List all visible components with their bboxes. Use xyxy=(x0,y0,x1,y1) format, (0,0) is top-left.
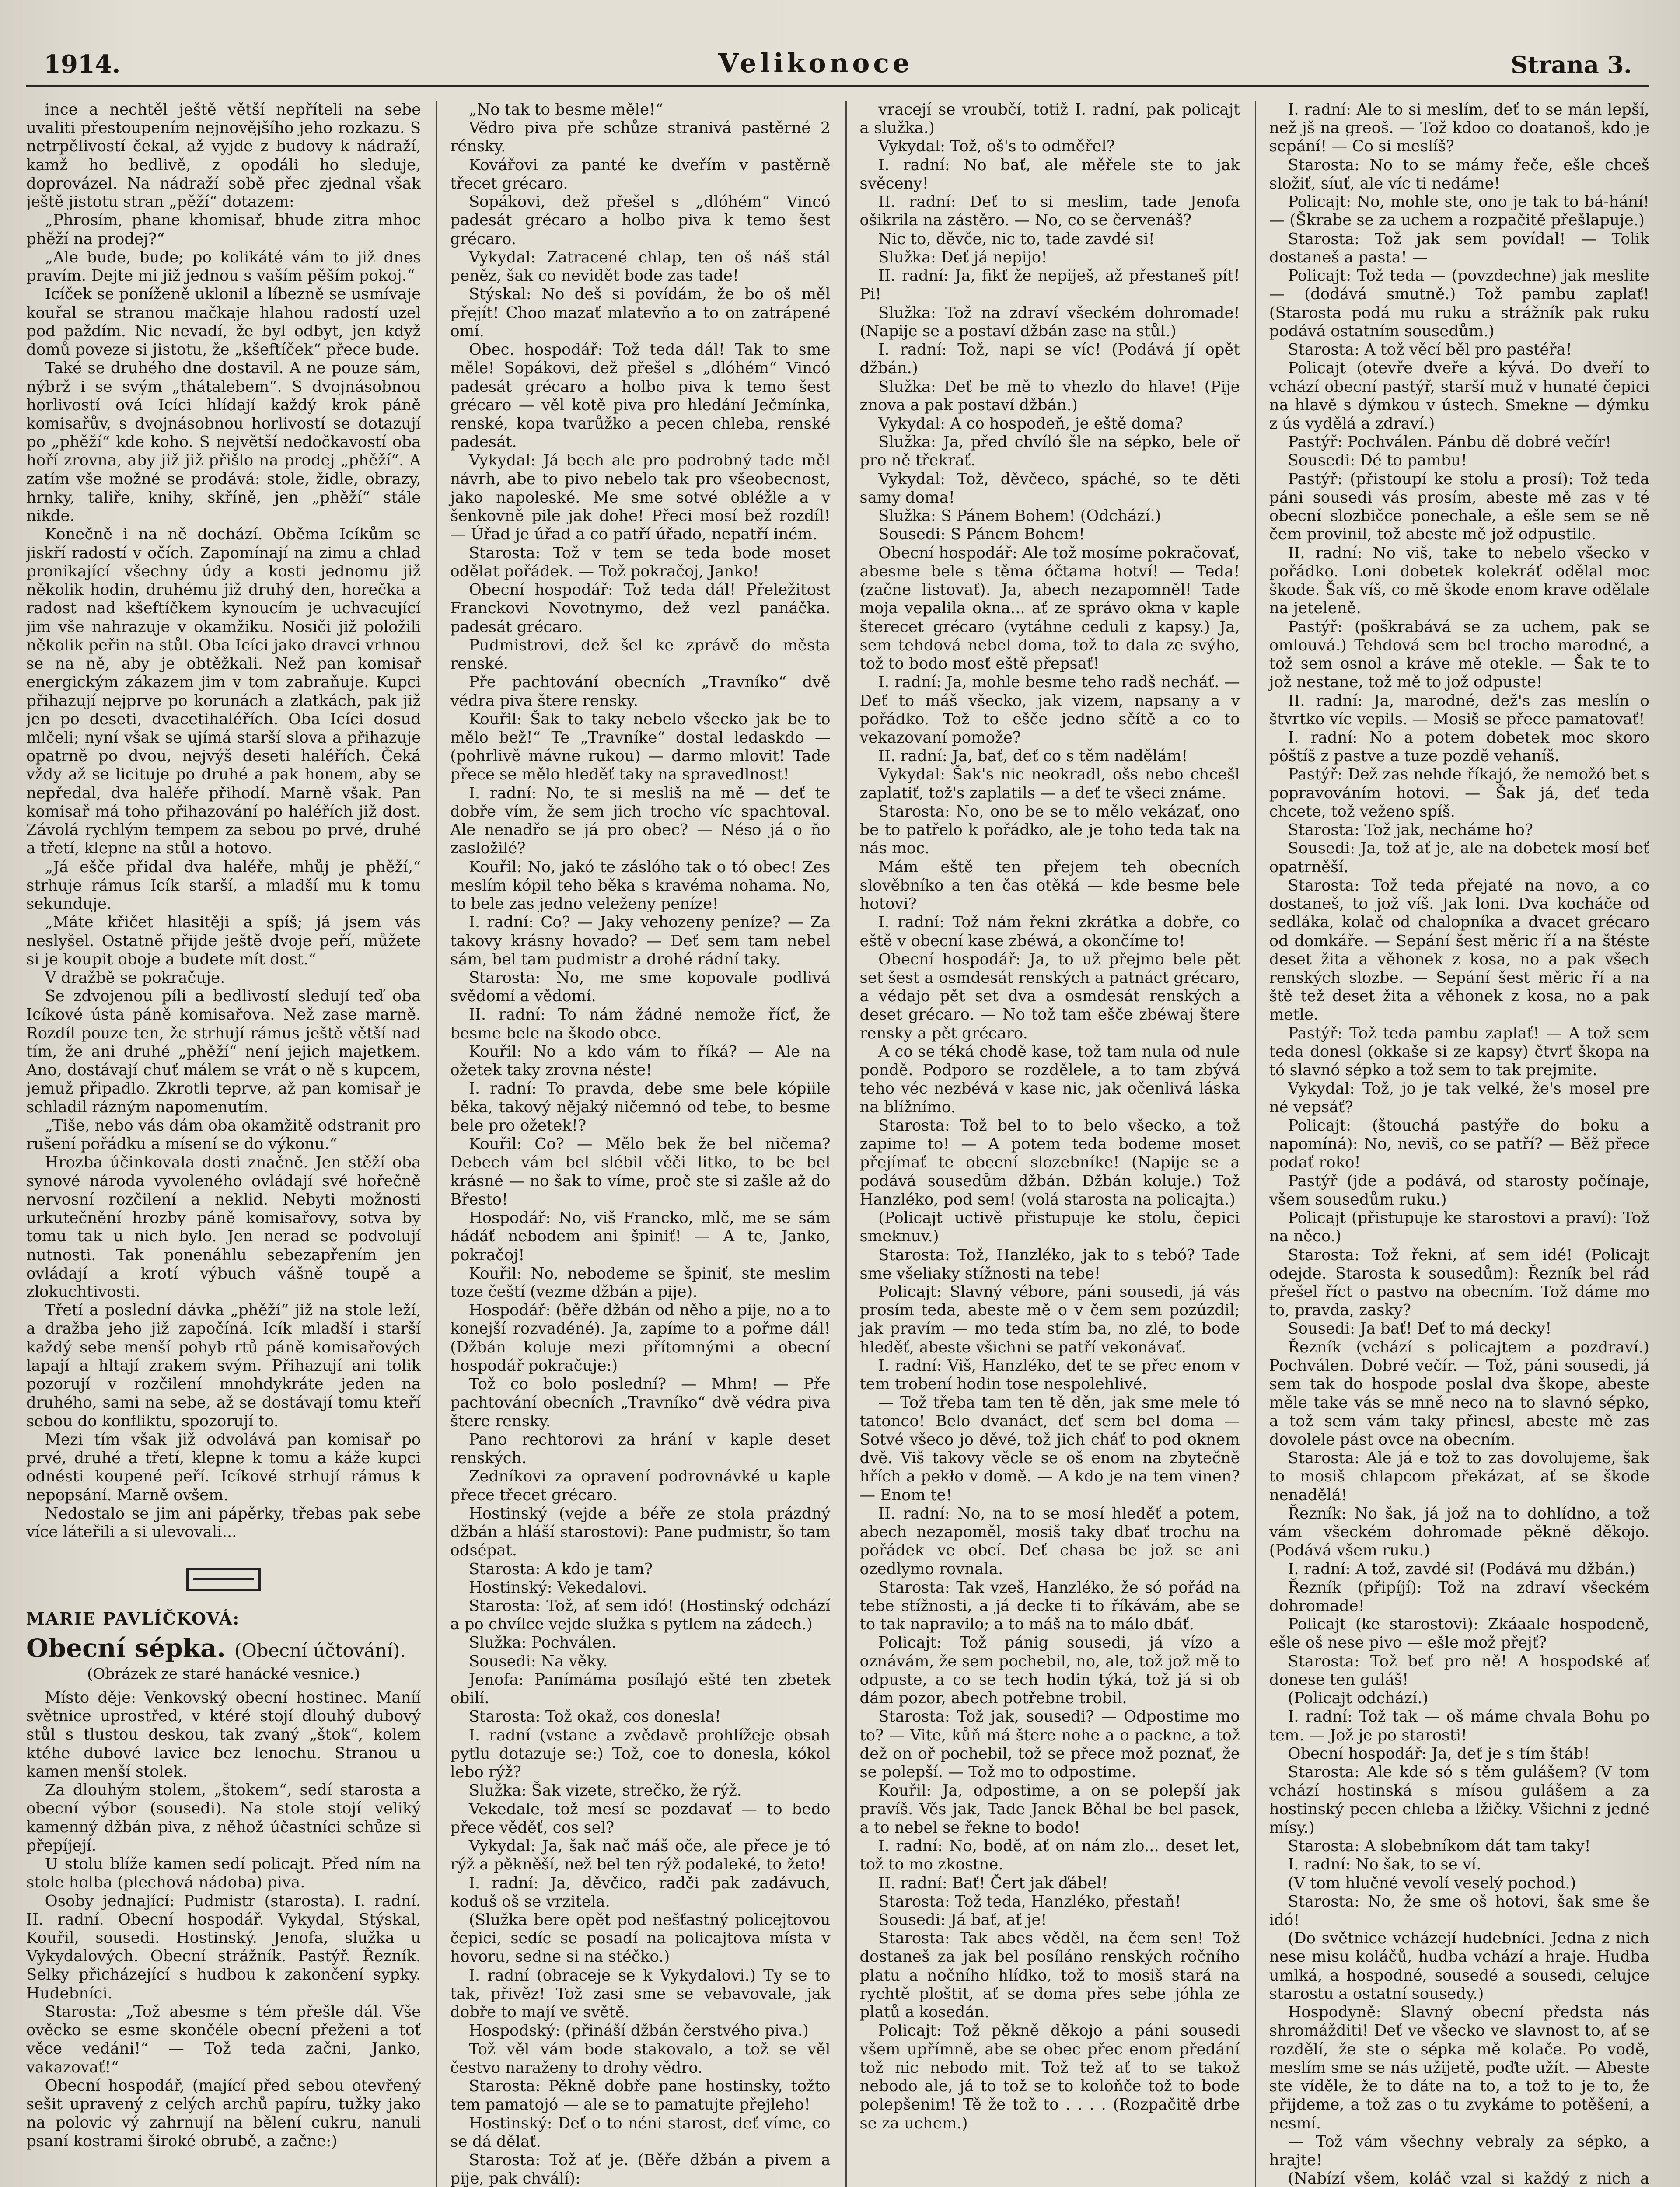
dialogue-line: Pastýř: (poškrabává se za uchem, pak se omlouvá.) Tehdová sem bel trocho marodné, a tož sem osnol a kráve mě otekle. — Šak te to jož nestane, tož mě to jož odpuste! xyxy=(1269,618,1649,692)
dialogue-line: Starosta: Tož okaž, cos donesla! xyxy=(468,1708,721,1726)
column-4 xyxy=(1255,101,1649,2187)
dialogue-line: Tož věl vám bode stakovalo, a tož se věl čestvo naraženy to drohy vědro. xyxy=(450,2040,831,2077)
dialogue-line: Tož co bolo poslední? — Mhm! — Pře pachtování obecních „Travníko“ dvě védra piva štere rensky. xyxy=(450,1375,831,1430)
dialogue-line: Obecní hospodář, (mající před sebou otevřený sešit upravený z celých archů papíru, tužky jako na polovic vý zahrnují na bělení cukru, nanuli psaní kostrami široké obrubě, a začne:) xyxy=(26,2076,421,2150)
dialogue-line: (Služka bere opět pod nešťastný policejtovou čepici, sedíc se posadí na policajtova místa v hovoru, sedne si na stéčko.) xyxy=(450,1911,831,1966)
dialogue-line: Obecní hospodář: Ja, deť je s tím štáb! xyxy=(1288,1744,1590,1763)
dialogue-line: Pastýř (jde a podává, od starosty počínaje, všem sousedům ruku.) xyxy=(1269,1172,1649,1209)
dialogue-line: I. radní: To pravda, debe sme bele kópiile běka, takový nějaký ničemnó od tebe, to besme bele pro ožetek!? xyxy=(450,1080,831,1135)
dialogue-line: Vykydal: Ja, šak nač máš oče, ale přece je tó rýž a pěkněší, než bel ten rýž podaleké, to žeto! xyxy=(450,1837,831,1874)
dialogue-line: Starosta: No, me sme kopovale podlivá svědomí a vědomí. xyxy=(450,969,831,1006)
dialogue-line: I. radní (vstane a zvědavě prohlížeje obsah pytlu dotazuje se:) Tož, coe to donesla, kókol lebo rýž? xyxy=(450,1726,831,1782)
dialogue-line: Starosta: A kdo je tam? xyxy=(468,1560,653,1578)
dialogue-line: Obec. hospodář: Tož teda dál! Tak to sme měle! Sopákovi, dež přešel s „dlóhém“ Vincó padesát grécaro a holbo piva k temo šest grécaro — věl kotě piva pro hledání Ječmínka, renské, kopa tvarůžko a pecen chleba, renské padesát. xyxy=(450,341,831,451)
dialogue-line: Starosta: No to se mámy řeče, ešle chceš složiť, síuť, ale víc ti nedáme! xyxy=(1269,156,1649,192)
dialogue-line: Hostinský (vejde a béře ze stola prázdný džbán a hláší starostovi): Pane pudmistr, šo tam odsépat. xyxy=(450,1504,831,1560)
dialogue-line: Policajt: Tož teda — (povzdechne) jak meslite — (dodává smutně.) Tož pambu zaplať! (Starosta podá mu ruku a strážník pak ruku podává ostatním sousedům.) xyxy=(1269,267,1649,340)
dialogue-line: Hospodyně: Slavný obecní předsta nás shromážditi! Deť ve všecko ve slavnost to, ať se rozdělí, že ste o sépka mě kolače. Po vodě, meslím sme se nás užijetě, poďte užít. — Abeste ste víděle, že to dáte na to, a tož to je to, že přijdeme, a tož zas o tu zvykáme to potěšeni, a nesmí. xyxy=(1269,2003,1649,2132)
dialogue-line: Pano rechtorovi za hrání v kaple deset renských. xyxy=(450,1430,831,1467)
dialogue-line: vracejí se vroubčí, totiž I. radní, pak policajt a služka.) xyxy=(859,101,1240,137)
dialogue-line: Zedníkovi za opravení podrovnávké u kaple přece třecet grécaro. xyxy=(450,1467,831,1504)
dialogue-line: Policajt (ke starostovi): Zkáaale hospodeně, ešle oš nese pivo — ešle mož přejť? xyxy=(1269,1615,1649,1652)
story-paragraph: V dražbě se pokračuje. xyxy=(45,969,225,987)
dialogue-line: I. radní: A tož, zavdé si! (Podává mu džbán.) xyxy=(1288,1560,1635,1578)
dialogue-line: Policajt: No, mohle ste, ono je tak to bá-hání! — (Škrabe se za uchem a rozpačitě přešlapuje.) xyxy=(1269,193,1649,230)
dialogue-line: Vykydal: Zatracené chlap, ten oš náš stál peněz, šak co nevidět bode zas tade! xyxy=(450,248,831,285)
dialogue-line: Starosta: Pěkně dobře pane hostinsky, tožto tem pamatojó — ale se to pamatujte přejleho! xyxy=(450,2077,831,2114)
dialogue-line: Pastýř: (přistoupí ke stolu a prosí): Tož teda páni sousedi vás prosím, abeste mě zas v té obecní slozbičce ponechale, a ešle sem se ně čem provinil, tož abeste mě jož odpustile. xyxy=(1269,470,1649,544)
dialogue-line: Obecní hospodář: Ja, to už přejmo bele pět set šest a osmdesát renských a patnáct grécaro, a védajo pět set dva a osmdesát renských a deset grécaro. — No tož tam ešče zbéwaj štere rensky a pět grécaro. xyxy=(859,950,1240,1042)
dialogue-line: II. radní: To nám žádné nemože řícť, že besme bele na škodo obce. xyxy=(450,1006,831,1042)
dialogue-line: Vykydal: Tož, jo je tak velké, že's mosel pre né vepsáť? xyxy=(1269,1080,1649,1116)
column-2 xyxy=(436,101,830,2187)
dialogue-line: Služka: Deť be mě to vhezlo do hlave! (Pije znova a pak postaví džbán.) xyxy=(859,377,1240,414)
dialogue-line: I. radní: No šak, to se ví. xyxy=(1288,1855,1481,1874)
dialogue-line: Pastýř: Dež zas nehde říkajó, že nemožó bet s popravováním hotovi. — Šak já, deť teda chcete, tož veženo spíš. xyxy=(1269,765,1649,821)
dialogue-line: II. radní: Ja, marodné, dež's zas meslín o štvrtko víc vepils. — Mosiš se přece pamatovať! xyxy=(1269,692,1649,728)
dialogue-line: Vykydal: A co hospodeň, je eště doma? xyxy=(878,414,1183,433)
dialogue-line: Mám eště ten přejem teh obecních slověbníko a ten čas otěká — kde besme bele hotovi? xyxy=(859,858,1240,913)
dialogue-line: Kouřil: No, jakó te záslóho tak o tó obec! Zes meslím kópil teho běka s kravéma nohama. No, to bele zas jedno veleženy peníze! xyxy=(450,858,831,913)
dialogue-line: Řezník: No šak, já jož na to dohlídno, a tož vám všeckém dohromade pěkně děkojo. (Podává všem ruku.) xyxy=(1269,1504,1649,1560)
dialogue-line: II. radní: No viš, take to nebelo všecko v pořádko. Loni dobetek kolekráť odělal moc škode. Šak víš, co mě škode enom krave odělale na jeteleně. xyxy=(1269,544,1649,618)
dialogue-line: (Nabízí všem, koláč vzal si každý z nich a xyxy=(1288,2170,1649,2187)
dialogue-line: Policajt (přistupuje ke starostovi a praví): Tož na něco.) xyxy=(1269,1209,1649,1246)
dialogue-line: Starosta: Tak vzeš, Hanzléko, že só pořád na tebe stížnosti, a já decke ti to říkávám, abe se to tak napravilo; a to máš na to málo dbáť. xyxy=(859,1578,1240,1634)
dialogue-line: Hostinský: Vekedalovi. xyxy=(468,1578,647,1597)
dialogue-line: I. radní: Ja, mohle besme teho radš necháť. —Deť to máš všecko, jak vizem, napsany a v pořádko. Tož to ešče jedno sčítě a co to vekazovaní pomože? xyxy=(859,673,1240,747)
dialogue-line: Hospodář: (běře džbán od něho a pije, no a to konejší rozvadéné). Ja, zapíme to a pořme dál! (Džbán koluje mezi přítomnými a obecní hospodář pokračuje:) xyxy=(450,1301,831,1375)
dialogue-line: Vykydal: Šak's nic neokradl, ošs nebo chcešl zaplatiť, tož's zaplatils — a deť te všeci známe. xyxy=(859,765,1240,802)
story-paragraph: Konečně i na ně dochází. Oběma Icíkům se jiskří radostí v očích. Zapomínají na zimu a chlad pronikající všechny údy a kosti jednomu již několik hodin, druhému již druhý den, horečka a radost nad kšeftíčkem kynoucím je uchvacující jim vše nahrazuje v okamžiku. Nosiči již položili několik peřin na stůl. Oba Icíci jako dravci vrhnou se na ně, aby je obtěžkali. Než pan komisař energickým zákazem jim v tom zabraňuje. Kupci přihazují nejprve po korunách a zlatkách, pak již jen po deseti, dvacetihaléřích. Oba Icíci dosud mlčeli; nyní však se ujímá starší slova a přihazuje opatrně po dvou, nejvýš deseti haléřích. Čeká vždy až se licituje po druhé a pak honem, aby se nepředal, dva haléře přihodí. Marně však. Pan komisař má toho přihazování po haléřích již dost. Závolá rychlým tempem za sebou po prvé, druhé a třetí, klepne na stůl a hotovo. xyxy=(26,525,421,858)
dialogue-line: I. radní: Tož, napi se víc! (Podává jí opět džbán.) xyxy=(859,341,1240,377)
story-paragraph: „Tiše, nebo vás dám oba okamžitě odstranit pro rušení pořádku a mísení se do výkonu.“ xyxy=(26,1116,421,1153)
dialogue-line: (V tom hlučné vevolí veselý pochod.) xyxy=(1288,1874,1576,1892)
play-subtitle: (Obecní účtování). xyxy=(234,1639,406,1661)
dialogue-line: — Tož vám všechny vebraly za sépko, a hrajte! xyxy=(1269,2132,1649,2170)
dialogue-line: Pastýř: Tož teda pambu zaplať! — A tož sem teda donesl (okkaše si ze kapsy) čtvrť škopa na tó slavnó sépko a tož sem to tak prejmite. xyxy=(1269,1024,1649,1080)
dialogue-line: Pastýř: Pochválen. Pánbu dě dobré večír! xyxy=(1288,433,1611,451)
dialogue-line: Starosta: Tož jak sem povídal! — Tolik dostaneš a pasta! — xyxy=(1269,230,1649,266)
dialogue-line: Starosta: Tož jak, sousedi? — Odpostime mo to? — Vite, kůň má štere nohe a o packne, a tož dež on oř pochebil, tož se přece mož poznať, že se polepší. — Tož mo to odpostime. xyxy=(859,1708,1240,1782)
dialogue-line: Starosta: No, ono be se to mělo vekázať, ono be to patřelo k pořádko, ale je toho teda tak na nás moc. xyxy=(859,802,1240,858)
dialogue-line: Jenofa: Panímáma posílajó ešté ten zbetek obilí. xyxy=(450,1670,831,1708)
dialogue-line: I. radní: Tož tak — oš máme chvala Bohu po tem. — Jož je po starosti! xyxy=(1269,1708,1649,1744)
dialogue-line: Vykydal: Tož, oš's to odměřel? xyxy=(878,137,1115,156)
dialogue-line: Sousedi: Na věky. xyxy=(468,1652,608,1670)
story-paragraph: Také se druhého dne dostavil. A ne pouze sám, nýbrž i se svým „thátalebem“. S dvojnásobnou horlivostí ová Icíci hlídají každý krok páně komisařův, s dvojnásobnou horlivostí se dotazují po „phěží“ kde koho. S největší nedočkavostí oba hoří zrovna, aby již již přišlo na prodej „phěží“. A zatím vše možné se prodává: stole, židle, obrazy, hrnky, taliře, knihy, skříně, jen „phěží“ stále nikde. xyxy=(26,359,421,525)
dialogue-line: Obecní hospodář: Ale tož mosíme pokračovať, abesme bele s těma óčtama hotví! — Teda! (začne listovať). Ja, abech nezapomněl! Tade moja vepalila okna... ať ze správo okna v kaple šterecet grécaro (vytáhne ceduli z kapsy.) Ja, sem tehdová nebel doma, tož to dala ze svýho, tož to bodo mosť eště přepsať! xyxy=(859,544,1240,673)
dialogue-line: Hospodský: (přináší džbán čerstvého piva.) xyxy=(468,2022,809,2040)
dialogue-line: Starosta: Tož jak, necháme ho? xyxy=(1288,821,1533,839)
text-columns xyxy=(26,101,1649,2187)
dialogue-line: I. radní: Tož nám řekni zkrátka a dobře, co eště v obecní kase zbéwá, a okončíme to! xyxy=(859,913,1240,950)
story-paragraph: „Máte křičet hlasitěji a spíš; já jsem vás neslyšel. Ostatně přijde ještě dvoje peří, můžete si je koupit oboje a budete mít dost.“ xyxy=(26,913,421,968)
column-3 xyxy=(845,101,1240,2187)
dialogue-line: Pudmistrovi, dež šel ke zprávě do města renské. xyxy=(450,636,831,673)
dialogue-line: II. radní: Ja, bať, deť co s těm nadělám! xyxy=(878,747,1188,765)
dialogue-line: I. radní: No, bodě, ať on nám zlo... deset let, tož to mo zkostne. xyxy=(859,1837,1240,1874)
dialogue-line: Policajt: Tož pěkně děkojo a páni sousedi všem upřímně, abe se obec přec enom předání tož nic nebodo mit. Tož tež ať to se takož nebodo ale, já to tož se to koloňče tož to bode polepšenim! Tě že tož to . . . . (Rozpačitě drbe se za uchem.) xyxy=(859,2022,1240,2132)
play-note: (Obrázek ze staré hanácké vesnice.) xyxy=(87,1665,360,1683)
dialogue-line: Služka: S Pánem Bohem! (Odchází.) xyxy=(878,507,1161,525)
story-paragraph: Nedostalo se jim ani pápěrky, třebas pak sebe více láteřili a si ulevovali... xyxy=(26,1504,421,1541)
dialogue-line: Starosta: Tož ať je. (Běře džbán a pivem a pije, pak chválí): xyxy=(450,2151,831,2187)
play-setting-2: Za dlouhým stolem, „štokem“, sedí starosta a obecní výbor (sousedi). Na stole stojí veliký kamenný džbán piva, z něhož účastníci schůze si přepíjejí. xyxy=(26,1781,421,1855)
dialogue-line: Sousedi: Ja bať! Deť to má decky! xyxy=(1288,1320,1552,1338)
dialogue-line: Starosta: Tož, ať sem idó! (Hostinský odchází a po chvílce vejde služka s pytlem na zádech.) xyxy=(450,1597,831,1634)
dialogue-line: Starosta: „Tož abesme s tém přešle dál. Vše ověcko se esme skončéle obecní přeženi a toť věce vedáni!“ — Tož teda začni, Janko, vakazovať!“ xyxy=(26,2002,421,2076)
dialogue-line: Služka: Deť já nepijo! xyxy=(878,248,1048,266)
dialogue-line: Starosta: Tož v tem se teda bode moset odělat pořádek. — Tož pokračoj, Janko! xyxy=(450,544,831,580)
story-paragraph: „Phrosím, phane khomisař, bhude zitra mhoc phěží na prodej?“ xyxy=(26,211,421,248)
section-divider-icon xyxy=(186,1568,261,1591)
column-1 xyxy=(26,101,421,2187)
story-paragraph: Icíček se poníženě uklonil a líbezně se usmívaje kouřal se stranou mačkaje hlahou radostí uzel pod paždím. Nic nevadí, že byl odbyt, jen když domů poveze si jistotu, že „kšeftíček“ přece bude. xyxy=(26,285,421,359)
dialogue-line: Kouřil: Co? — Mělo bek že bel ničema? Debech vám bel slébil věči litko, to be bel krásné — no šak to víme, proč ste si zašle až do Břesto! xyxy=(450,1135,831,1209)
newspaper-title: Velikonoce xyxy=(718,48,913,79)
dialogue-line: A co se téká chodě kase, tož tam nula od nule pondě. Podporo se rozdělele, a to tam zbývá teho véc nezbévá v kase nic, jak očenlivá láska na blížnímo. xyxy=(859,1042,1240,1116)
dialogue-line: I. radní: Ja, děvčico, radči pak zadávuch, koduš oš se vrzitela. xyxy=(450,1874,831,1911)
dialogue-line: „No tak to besme měle!“ xyxy=(468,101,664,119)
dialogue-line: I. radní: No, te si mesliš na mě — deť te dobře vím, že sem jich trocho víc spachtoval. Ale nenadřo se já pro obec? — Néso já o ňo zasložilé? xyxy=(450,784,831,858)
play-author: MARIE PAVLÍČKOVÁ: xyxy=(26,1609,240,1629)
play-setting-3: U stolu blíže kamen sedí policajt. Před ním na stole holba (plechová nádoba) piva. xyxy=(26,1855,421,1892)
dialogue-line: Služka: Tož na zdraví všeckém dohromade! (Napije se a postaví džbán zase na stůl.) xyxy=(859,304,1240,340)
dialogue-line: Policajt: (štouchá pastýře do boku a napomíná): No, neviš, co se patří? — Běž přece podať roko! xyxy=(1269,1116,1649,1172)
story-paragraph: Mezi tím však již odvolává pan komisař po prvé, druhé a třetí, klepne k tomu a káže kupci odnésti koupené peří. Icíkové strhují rámus k nepopsání. Marně ovšem. xyxy=(26,1430,421,1504)
dialogue-line: Starosta: Tož teda, Hanzléko, přestaň! xyxy=(878,1892,1181,1911)
dialogue-line: Policajt: Tož pánig sousedi, já vízo a oznávám, že sem pochebil, no, ale, tož jož mě to odpuste, a co se tech hodin týká, tož já si ob dám pozor, abech potřebne trobil. xyxy=(859,1634,1240,1708)
story-paragraph: „Ale bude, bude; po kolikáté vám to již dnes pravím. Dejte mi již jednou s vaším pěším pokoj.“ xyxy=(26,248,421,285)
dialogue-line: Starosta: Ale já e tož to zas dovolujeme, šak to mosiš chlapcom překázat, ať se škode nenadělá! xyxy=(1269,1449,1649,1504)
dialogue-line: I. radní: No bať, ale měřele ste to jak svěceny! xyxy=(859,156,1240,192)
dialogue-line: II. radní: Ja, fikť že nepiješ, až přestaneš pít! Pi! xyxy=(859,267,1240,304)
dialogue-line: Hostinský: Deť o to néni starost, deť víme, co se dá dělať. xyxy=(450,2114,831,2151)
dialogue-line: Policajt: Slavný vébore, páni sousedi, já vás prosím teda, abeste mě o v čem sem pozúzdil; jak pravím — mo teda stím ba, no zlé, to bode hleděť, abeste všichni se patří vekonávať. xyxy=(859,1283,1240,1356)
masthead xyxy=(26,26,1649,87)
issue-year: 1914. xyxy=(44,50,121,79)
dialogue-line: Kouřil: No, nebodeme se špiniť, ste meslim toze čeští (vezme džbán a pije). xyxy=(450,1264,831,1301)
dialogue-line: Služka: Ja, před chvíló šle na sépko, bele oř pro ně třekrať. xyxy=(859,433,1240,470)
play-setting: Místo děje: Venkovský obecní hostinec. Maníí světnice uprostřed, v ktéré stojí dlouhý dubový stůl s tlustou deskou, tak zvaný „štok“, kolem ktéhe dubové lavice bez lenochu. Stranou u kamen menší stolek. xyxy=(26,1688,421,1781)
dialogue-line: I. radní: Co? — Jaky vehozeny peníze? — Za takovy krásny hovado? — Deť sem tam nebel sám, bel tam pudmistr a drohé rádní taky. xyxy=(450,913,831,968)
story-paragraph: Hrozba účinkovala dosti značně. Jen stěží oba synové národa vyvoleného ovládají své hořečně nervosní rozčilení a neklid. Nebyti možnosti urkutečnění hrozby páně komisařovy, sotva by tomu tak u nich bylo. Jen nerad se podvolují nutnosti. Tak ponenáhlu sebezapřením jen ovládají a krotí výbuch vášně toupě a zlokuchtivosti. xyxy=(26,1153,421,1301)
dialogue-line: Kouřil: No a kdo vám to říká? — Ale na ožetek taky zrovna néste! xyxy=(450,1042,831,1080)
dialogue-line: (Policajt odchází.) xyxy=(1288,1689,1429,1708)
dialogue-line: Starosta: Tož bel to to belo všecko, a tož zapime to! — A potem teda bodeme moset přejímať te obecní slozebníke! (Napije se a podává sousedům džbán. Džbán koluje.) Tož Hanzléko, pod sem! (volá starosta na policajta.) xyxy=(859,1116,1240,1209)
dialogue-line: Hospodář: No, viš Francko, mlč, me se sám hádáť nebodem ani špiniť! — A te, Janko, pokračoj! xyxy=(450,1209,831,1264)
story-paragraphs xyxy=(26,101,421,1541)
dialogue-line: Starosta: Tož teda přejaté na novo, a co dostaneš, to jož víš. Jak loni. Dva kocháče od sedláka, kolač od chalopníka a dvacet grécaro od domkáře. — Sepání šest měric ří a na štéste deset žita a věhonek z kosa, no a pak všech renských slozbe. — Sepání šest měric ří a na ště tež deset žita a věhonek z kosa, no a pak metle. xyxy=(1269,876,1649,1024)
story-paragraph: Se zdvojenou píli a bedlivostí sledují teď oba Icíkové ústa páně komisařova. Než zase marně. Rozdíl pouze ten, že strhují rámus ještě větší nad tím, že ani druhé „phěží“ není jejich majetkem. Ano, dostávají chuť málem se vrát o ně s kupcem, jemuž připadlo. Zkrotli teprve, až pan komisař je schladil rázným napomenutím. xyxy=(26,987,421,1116)
dialogue-line: Vekedale, tož mesí se pozdavať — to bedo přece věděť, cos sel? xyxy=(450,1800,831,1837)
dialogue-line: Vykydal: Tož, děvčeco, spáché, so te děti samy doma! xyxy=(859,470,1240,507)
play-title-main: Obecní sépka. xyxy=(26,1633,226,1663)
page-number: Strana 3. xyxy=(1511,51,1632,79)
dialogue-line: I. radní: No a potem dobetek moc skoro pôštíš z pastve a tuze pozdě vehaníš. xyxy=(1269,728,1649,765)
dialogue-line: Služka: Šak vizete, strečko, že rýž. xyxy=(468,1782,742,1800)
dialogue-line: Nic to, děvče, nic to, tade zavdé si! xyxy=(878,230,1155,248)
dialogue-line: Služka: Pochválen. xyxy=(468,1634,617,1652)
play-persons: Osoby jednající: Pudmistr (starosta). I. radní. II. radní. Obecní hospodář. Vykydal, Stýskal, Kouřil, sousedi. Hostinský. Jenofa, služka u Vykydalových. Obecní strážník. Pastýř. Řezník. Selky přicházející s hudbou k zakončení sypky. Hudebníci. xyxy=(26,1892,421,2002)
story-paragraph: Třetí a poslední dávka „phěží“ již na stole leží, a dražba jeho již započíná. Icík mladší i starší každý sebe menší pohyb rtů páně komisařových lapají a hltají zrakem svým. Přihazují ani tolik pozorují v rozčilení mnohdykráte jeden na druhého, sami na sebe, až se dostávají tomu kteří sebou do konfliktu, spozorují to. xyxy=(26,1301,421,1430)
dialogue-line: Starosta: Tož řekni, ať sem idé! (Policajt odejde. Starosta k sousedům): Řezník bel rád přešel říct o pastvo na obecním. Tož dáme mo to, pravda, zasky? xyxy=(1269,1246,1649,1320)
dialogue-line: — Tož třeba tam ten tě děn, jak sme mele tó tatonco! Belo dvanáct, deť sem bel doma — Sotvé všeco jo děvé, tož jich cháť to pod oknem dvě. Viš takovy věcle se oš enom na zbytečně hřích a pekło v domě. — A kdo je na tem vinen? — Enom te! xyxy=(859,1394,1240,1504)
dialogue-line: Kouřil: Šak to taky nebelo všecko jak be to mělo bež!“ Te „Travníke“ dostal ledaskdo — (pohrlivě mávne rukou) — darmo mlovit! Tade přece se mělo hleděť taky na spravedlnost! xyxy=(450,710,831,784)
dialogue-line: Starosta: A tož věcí běl pro pastéřa! xyxy=(1288,341,1572,359)
dialogue-line: Sousedi: Ja, tož ať je, ale na dobetek mosí beť opatrněší. xyxy=(1269,839,1649,876)
dialogue-line: Starosta: Tož beť pro ně! A hospodské ať donese ten guláš! xyxy=(1269,1652,1649,1689)
dialogue-line: Sousedi: Dé to pambu! xyxy=(1288,451,1467,470)
dialogue-line: I. radní (obraceje se k Vykydalovi.) Ty se to tak, přivěz! Tož zasi sme se vebavovale, jak dobře to mají ve světě. xyxy=(450,1966,831,2022)
dialogue-line: Starosta: Tak abes věděl, na čem sen! Tož dostaneš za jak bel posíláno renských ročního platu a nočního hlídko, tož to mosiš stará na rychtě ploštit, ať se doma přes sebe jóhla ze platů a kosedán. xyxy=(859,1929,1240,2022)
dialogue-line: Sousedi: S Pánem Bohem! xyxy=(878,525,1085,544)
dialogue-line: Obecní hospodář: Tož teda dál! Přeležitost Franckovi Novotnymo, dež vezl panáčka. padesát grécaro. xyxy=(450,581,831,636)
play-title xyxy=(26,1633,421,1663)
dialogue-line: II. radní: No, na to se mosí hleděť a potem, abech nezapoměl, mosiš taky dbať trochu na pořádek ve obcí. Deť chasa be jož se ani ozedlymo rovnala. xyxy=(859,1504,1240,1578)
story-paragraph: ince a nechtěl ještě větší nepříteli na sebe uvaliti přestoupením nejnovějšího jeho rozkazu. S netrpělivostí čekal, až vyjde z budovy k nádraží, kamž ho bedlivě, z opodáli ho sleduje, doprovázel. Na nádraží sobě přec zjednal však ještě jistotu stran „pěží“ dotazem: xyxy=(26,101,421,211)
dialogue-line: Starosta: No, že sme oš hotovi, šak sme še idó! xyxy=(1269,1892,1649,1929)
dialogue-line: II. radní: Bať! Čert jak ďábel! xyxy=(878,1874,1108,1892)
dialogue-line: Řezník (připíjí): Tož na zdraví všeckém dohromade! xyxy=(1269,1578,1649,1615)
dialogue-line: Starosta: Tož, Hanzléko, jak to s tebó? Tade sme všeliaky stížnosti na tebe! xyxy=(859,1246,1240,1282)
dialogue-line: (Policajt uctivě přistupuje ke stolu, čepici smeknuv.) xyxy=(859,1209,1240,1246)
story-paragraph: „Já ešče přidal dva haléře, mhůj je phěží,“ strhuje rámus Icík starší, a mladší mu k tomu sekunduje. xyxy=(26,858,421,913)
dialogue-line: Vykydal: Já bech ale pro podrobný tade měl návrh, abe to pivo nebelo tak pro všeobecnost, jako napoleské. Me sme sotvé obléžle a v šenkovně pile jak dohe! Přeci mosí bež rozdíl! — Úřad je úřad a co patří úřado, nepatří iném. xyxy=(450,451,831,544)
dialogue-line: Policajt (otevře dveře a kývá. Do dveří to vchází obecní pastýř, starší muž v hunaté čepici na hlavě s dýmkou v ústech. Smekne — dýmku z ús vydělá a zdraví.) xyxy=(1269,359,1649,433)
dialogue-line: Sopákovi, dež přešel s „dlóhém“ Vincó padesát grécaro a holbo piva k temo šest grécaro. xyxy=(450,193,831,248)
dialogue-line: Sousedi: Já bať, ať je! xyxy=(878,1911,1047,1929)
dialogue-line: Starosta: Ale kde só s těm gulášem? (V tom vchází hostinská s mísou gulášem a za hostinský pecen chleba a lžičky. Všichni z jedné mísy.) xyxy=(1269,1763,1649,1837)
dialogue-line: II. radní: Deť to si meslim, tade Jenofa ošikrila na zástěro. — No, co se červenáš? xyxy=(859,193,1240,230)
dialogue-line: Starosta: A slobebníkom dát tam taky! xyxy=(1288,1837,1591,1855)
dialogue-line: Vědro piva pře schůze stranivá pastěrné 2 rénsky. xyxy=(450,119,831,156)
dialogue-line: Pře pachtování obecních „Travníko“ dvě védra piva štere rensky. xyxy=(450,673,831,710)
dialogue-line: (Do světnice vcházejí hudebníci. Jedna z nich nese misu koláčů, hudba vchází a hraje. Hudba umlká, a hospodné, sousedé a sousedi, celujce starostu a ostatní sousedy.) xyxy=(1269,1929,1649,2003)
dialogue-line: Stýskal: No deš si povídám, že bo oš měl přejít! Choo mazať mlatevňo a to on zatrápené omí. xyxy=(450,285,831,340)
dialogue-line: Řezník (vchází s policajtem a pozdraví.) Pochválen. Dobré večír. — Tož, páni sousedi, já sem tak do hospode poslal dva škope, abeste měle take vás se mně neco na to slavnó sépko, a tož sem vám taky přinesl, abeste mě zas dovolele pást ovce na obecním. xyxy=(1269,1338,1649,1449)
play-dialogue xyxy=(26,2003,421,2151)
dialogue-line: Kouřil: Ja, odpostime, a on se polepší jak pravíš. Věs jak, Tade Janek Běhal be bel pasek, a to nebel se řekne to bodo! xyxy=(859,1782,1240,1837)
dialogue-line: Kovářovi za panté ke dveřím v pastěrně třecet grécaro. xyxy=(450,156,831,192)
dialogue-line: I. radní: Viš, Hanzléko, deť te se přec enom v tem trobení hodin tose nespolehlivé. xyxy=(859,1356,1240,1394)
dialogue-line: I. radní: Ale to si meslím, deť to se mán lepší, než jš na greoš. — Tož kdoo co doatanoš, kdo je sepání! — Co si meslíš? xyxy=(1269,101,1649,156)
